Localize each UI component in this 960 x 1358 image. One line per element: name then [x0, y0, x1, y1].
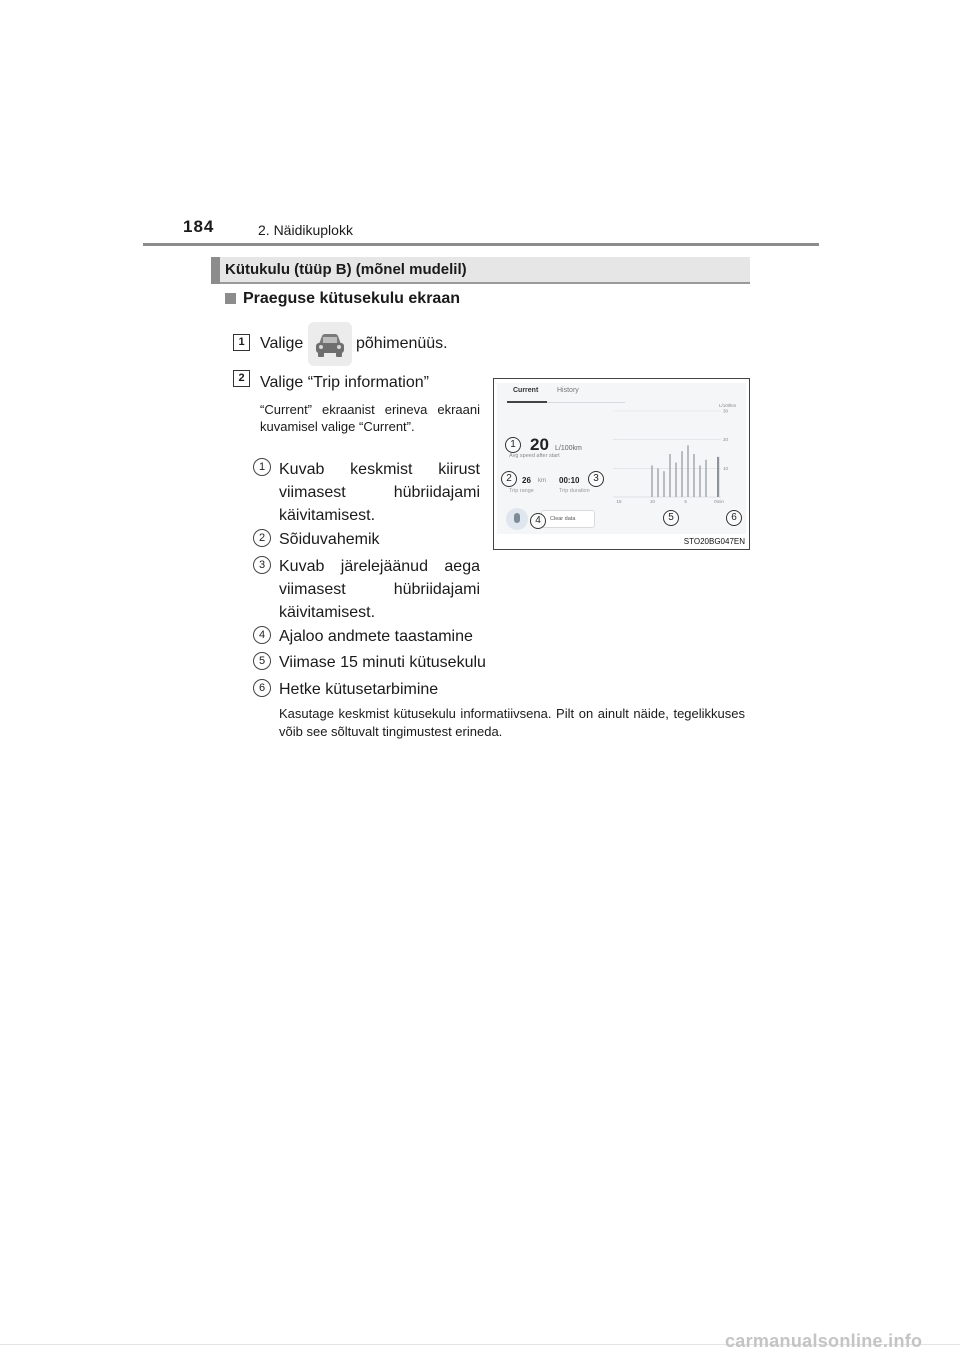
- step-number-2: 2: [233, 370, 250, 387]
- clear-data-button[interactable]: Clear data: [541, 510, 595, 528]
- step-2-text: Valige “Trip information”: [260, 374, 429, 391]
- fuel-bar: [687, 445, 689, 497]
- header-rule: [143, 243, 819, 246]
- item-6-line-1: Hetke kütusetarbimine: [279, 681, 439, 698]
- fuel-bar: [663, 471, 665, 497]
- section-title: Kütukulu (tüüp B) (mõnel mudelil): [225, 261, 467, 278]
- page-number: 184: [183, 217, 215, 236]
- y-tick-label: 10: [723, 465, 729, 471]
- duration-label: Trip duration: [559, 488, 590, 494]
- fuel-bar: [681, 451, 683, 497]
- callout-2: 2: [501, 471, 517, 487]
- tab-history[interactable]: History: [557, 387, 579, 394]
- step-number-1: 1: [233, 334, 250, 351]
- item-number-4: 4: [253, 626, 271, 644]
- item-1-line-1: Kuvab keskmist kiirust: [279, 461, 480, 478]
- item-number-5: 5: [253, 652, 271, 670]
- callout-1: 1: [505, 437, 521, 453]
- tab-active-underline: [507, 401, 547, 403]
- item-4-line-1: Ajaloo andmete taastamine: [279, 628, 473, 645]
- item-number-1: 1: [253, 458, 271, 476]
- x-tick-label: 5: [684, 499, 687, 504]
- subheading-square-icon: [225, 293, 236, 304]
- step-1-text-after: põhimenüüs.: [356, 335, 448, 352]
- item-5-line-1: Viimase 15 minuti kütusekulu: [279, 654, 486, 671]
- footnote: Kasutage keskmist kütusekulu informatiivsena. Pilt on ainult näide, tegelikkuses võib see sõltuvalt tingimustest erineda.: [279, 706, 745, 739]
- fuel-bar-chart: [609, 401, 741, 513]
- fuel-bar: [675, 463, 677, 497]
- callout-3: 3: [588, 471, 604, 487]
- item-number-3: 3: [253, 556, 271, 574]
- tab-current[interactable]: Current: [513, 387, 539, 394]
- item-2-line-1: Sõiduvahemik: [279, 531, 380, 548]
- item-number-6: 6: [253, 679, 271, 697]
- callout-4: 4: [530, 513, 546, 529]
- subheading: Praeguse kütusekulu ekraan: [243, 290, 460, 307]
- section-bar-accent: [211, 257, 220, 284]
- duration-value: 00:10: [559, 476, 580, 485]
- avg-unit: L/100km: [555, 445, 582, 452]
- y-tick-label: 30: [723, 408, 729, 414]
- fuel-bar: [705, 460, 707, 497]
- fuel-bar: [693, 454, 695, 497]
- callout-5: 5: [663, 510, 679, 526]
- chart-unit-label: L/100km: [719, 403, 737, 408]
- y-tick-label: 20: [723, 437, 729, 443]
- item-1-line-3: käivitamisest.: [279, 507, 376, 524]
- callout-6: 6: [726, 510, 742, 526]
- car-front-icon: [308, 322, 352, 366]
- item-3-line-2: viimasest hübriidajami: [279, 581, 480, 598]
- x-tick-label: 15: [616, 499, 622, 504]
- watermark: carmanualsonline.info: [725, 1331, 923, 1351]
- step-1-text-before: Valige: [260, 335, 304, 352]
- fuel-consumption-screen: [497, 383, 746, 534]
- fuel-bar: [699, 465, 701, 497]
- note-text: “Current” ekraanist erineva ekraani kuvamisel valige “Current”.: [260, 402, 480, 434]
- screen-figure: [493, 378, 750, 550]
- microphone-icon: [514, 513, 520, 523]
- item-number-2: 2: [253, 529, 271, 547]
- avg-label: Avg speed after start: [509, 453, 560, 459]
- figure-caption: STO20BG047EN: [683, 537, 745, 546]
- fuel-bar: [657, 468, 659, 497]
- chapter-title: 2. Näidikuplokk: [258, 222, 353, 238]
- x-tick-label: 0min: [714, 499, 724, 504]
- current-fuel-bar: [717, 457, 719, 497]
- fuel-bar: [651, 465, 653, 497]
- x-tick-label: 10: [649, 499, 655, 504]
- item-1-line-2: viimasest hübriidajami: [279, 484, 480, 501]
- item-3-line-1: Kuvab järelejäänud aega: [279, 558, 480, 575]
- range-unit: km: [538, 478, 546, 484]
- voice-button[interactable]: [506, 508, 528, 530]
- range-label: Trip range: [509, 488, 534, 494]
- range-value: 26: [522, 476, 531, 485]
- item-3-line-3: käivitamisest.: [279, 604, 376, 621]
- avg-value: 20: [530, 435, 549, 454]
- fuel-bar: [669, 454, 671, 497]
